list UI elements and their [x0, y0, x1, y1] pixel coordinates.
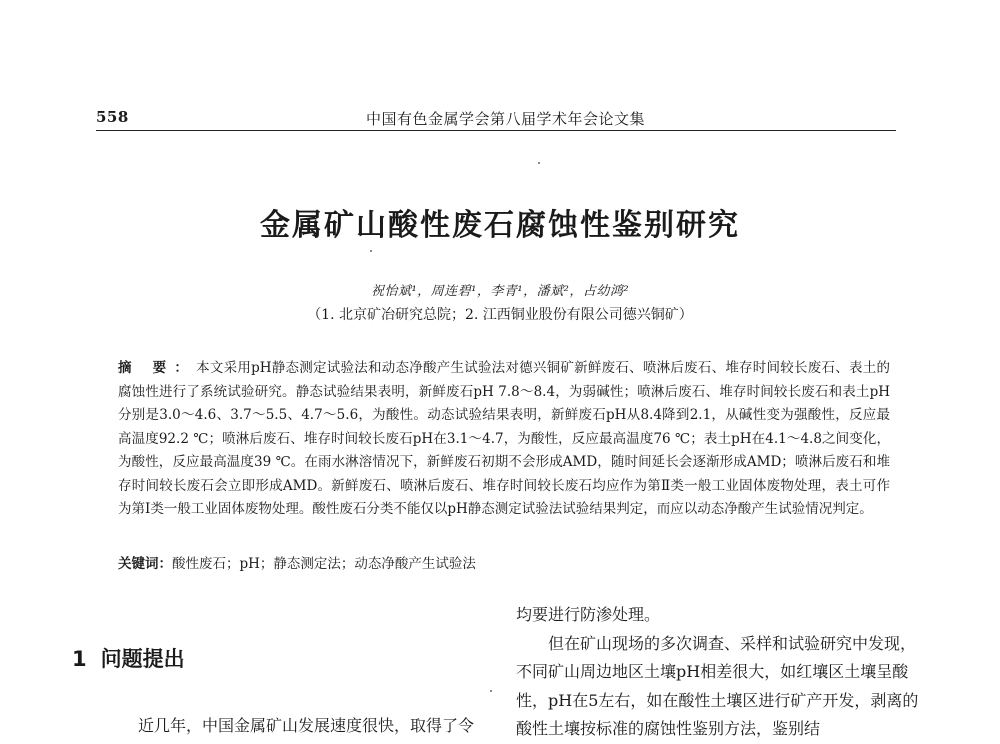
scan-speck: [370, 250, 372, 252]
left-column: [106, 712, 486, 740]
right-paragraph-2: 但在矿山现场的多次调查、采样和试验研究中发现，不同矿山周边地区土壤pH相差很大，如红壤区土壤呈酸性，pH在5左右，如在酸性土壤区进行矿产开发，剥离的酸性土壤按标准的腐蚀性鉴别方法，鉴别结: [516, 633, 919, 738]
page-number: 558: [96, 108, 129, 126]
running-header: [96, 108, 896, 132]
scan-speck: [490, 690, 492, 692]
right-paragraph-1: 均要进行防渗处理。: [516, 605, 661, 624]
abstract-label: 摘 要：: [118, 360, 197, 376]
abstract-text: 本文采用pH静态测定试验法和动态净酸产生试验法对德兴铜矿新鲜废石、喷淋后废石、堆存时间较长废石、表土的腐蚀性进行了系统试验研究。静态试验结果表明，新鲜废石pH 7.8～8.4，为弱碱性；喷淋后废石、堆存时间较长废石和表土pH分别是3.0～4.6、3.7～5.5、4.7～5.6，为酸性。动态试验结果表明，新鲜废石pH从8.4降到2.1，从碱性变为强酸性，反应最高温度92.2 ℃；喷淋后废石、堆存时间较长废石pH在3.1～4.7，为酸性，反应最高温度76 ℃；表土pH在4.1～4.8之间变化，为酸性，反应最高温度39 ℃。在雨水淋溶情况下，新鲜废石初期不会形成AMD，随时间延长会逐渐形成AMD；喷淋后废石和堆存时间较长废石会立即形成AMD。新鲜废石、喷淋后废石、堆存时间较长废石均应作为第Ⅱ类一般工业固体废物处理，表土可作为第Ⅰ类一般工业固体废物处理。酸性废石分类不能仅以pH静态测定试验法试验结果判定，而应以动态净酸产生试验情况判定。: [118, 360, 890, 517]
left-paragraph-1: 近几年，中国金属矿山发展速度很快，取得了令: [138, 716, 475, 735]
keywords-label: 关键词：: [118, 556, 172, 572]
article-title: 金属矿山酸性废石腐蚀性鉴别研究: [260, 208, 740, 243]
keywords-text: 酸性废石；pH；静态测定法；动态净酸产生试验法: [172, 556, 476, 572]
journal-title: 中国有色金属学会第八届学术年会论文集: [366, 110, 646, 128]
section-title: 问题提出: [100, 647, 185, 671]
section-number: 1: [72, 647, 87, 671]
right-column: [516, 601, 926, 744]
affiliations: （1. 北京矿冶研究总院；2. 江西铜业股份有限公司德兴铜矿）: [307, 307, 693, 323]
keywords: [118, 554, 890, 574]
abstract: [118, 357, 890, 522]
author-list: 祝怡斌¹，周连碧¹，李青¹，潘斌²，占幼鸿²: [370, 284, 630, 299]
scan-speck: [538, 162, 540, 164]
header-rule: [96, 130, 896, 131]
section-heading: [72, 643, 185, 673]
